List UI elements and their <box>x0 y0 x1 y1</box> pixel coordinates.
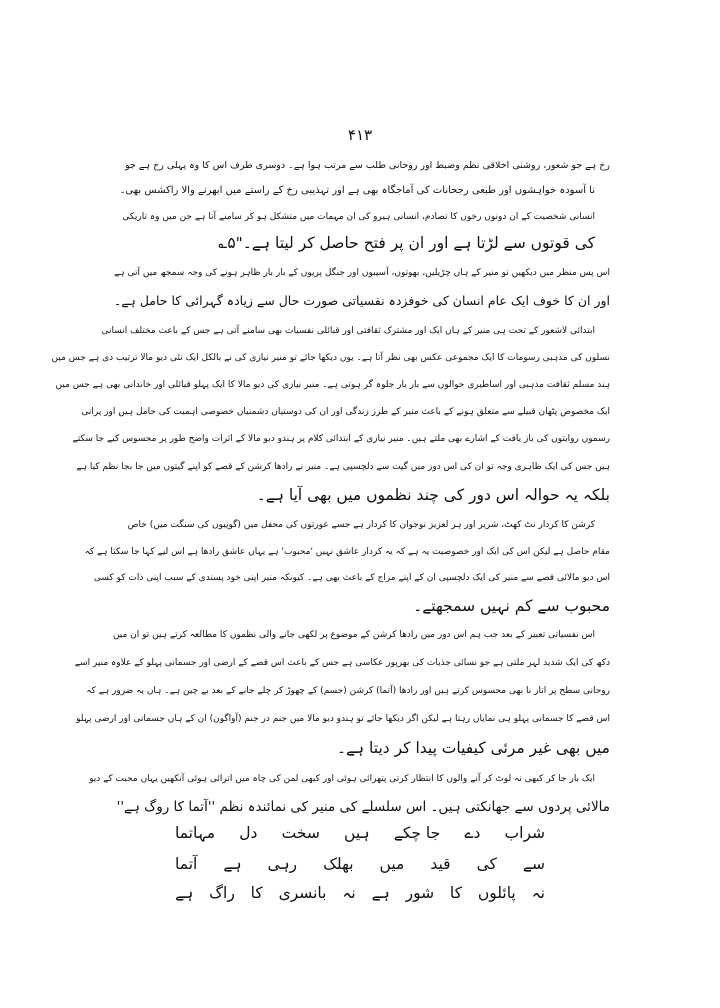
text-line: ایک مخصوص پٹھان قبیلے سے متعلق ہونے کے باعث منیر کے طرز زندگی اور ان کی دوستیاں دشمنیاں خصوصی اہمیت کی حامل ہیں اور پرانی <box>81 407 610 417</box>
text-line: اس پس منظر میں دیکھیں تو منیر کے ہاں چڑیلیں، بھوتوں، آسیبوں اور جنگل پریوں کے بار بار ظاہر ہونے کی وجہ سمجھ میں آتی ہے <box>114 268 610 278</box>
text-line: دکھ کی ایک شدید لہر ملتی ہے جو نسائی جذبات کی بھرپور عکاسی ہے جس کے باعث اس قصے کے ارضی اور جسمانی پہلو کے علاوہ منیر اسے <box>74 658 610 668</box>
text-line: رخ ہے جو شعور، روشنی اخلاقی نظم وضبط اور روحانی طلب سے مرتب ہوا ہے۔ دوسری طرف اس کا وہ پہلی رخ ہے جو <box>125 160 610 171</box>
text-line: کی قوتوں سے لڑتا ہے اور ان پر فتح حاصل کر لیتا ہے۔"۵؎ <box>218 234 595 252</box>
verse-word: میں <box>379 855 405 873</box>
text-line: مالائی پردوں سے جھانکتی ہیں۔ اس سلسلے کی منیر کی نمائندہ نظم ''آتما کا روگ ہے'' <box>116 799 610 815</box>
text-line: مقام حاصل ہے لیکن اس کی ایک اور خصوصیت یہ ہے کہ یہ کردار عاشق نہیں 'محبوب' ہے یہاں عاشق رادھا ہے اس لیے کہا جا سکتا ہے کہ <box>84 547 610 557</box>
verse-word: جا چکے <box>393 824 441 842</box>
verse-word: شراب <box>504 824 545 842</box>
text-line: نا آسودہ خواہشوں اور طبعی رجحانات کی آماجگاہ بھی ہے اور تہذیبی رخ کے راستے میں ابھرنے والا راکشس بھی۔ <box>119 185 595 196</box>
verse-word: بانسری <box>278 884 327 902</box>
poem-verse <box>175 882 545 904</box>
text-line: اس نفسیاتی تعبیر کے بعد جب ہم اس دور میں رادھا کرشن کے موضوع پر لکھی جانے والی نظموں کا مطالعہ کرتے ہیں تو ان میں <box>112 630 595 640</box>
verse-word: سے <box>522 855 545 873</box>
text-line: ایک بار جا کر کبھی نہ لوٹ کر آنے والوں کا انتظار کرتی پتھرائی ہوئی اور کبھی لمن کی چاہ میں اترائی ہوئی آنکھیں یہاں محبت کے دیو <box>89 774 595 784</box>
verse-word: رہی <box>267 855 298 873</box>
text-line: ابتدائی لاشعور کے تحت ہی منیر کے ہاں ایک اور مشترک ثقافتی اور قبائلی نفسیات بھی سامنے آتی ہے جس کے باعث مختلف انسانی <box>101 326 595 336</box>
text-line: ہیں جس کی ایک ظاہری وجہ تو ان کی اس دور میں گیت سے دلچسپی ہے۔ منیر نے رادھا کرشن کے قصے کو اپنے گیتوں میں جا بجا نظم کیا ہے <box>76 462 610 472</box>
poem-verse <box>175 822 545 844</box>
text-line: اس دیو مالائی قصے سے منیر کی ایک دلچسپی ان کے اپنے مزاج کے باعث بھی ہے۔ کیونکہ منیر اپنی خود پسندی کے سبب اپنی ذات کو کسی <box>93 573 610 583</box>
text-line: اس قصے کا جسمانی پہلو ہی نمایاں رہتا ہے لیکن اگر دیکھا جائے تو ہندو دیو مالا میں جنم در جنم (آواگون) ان کے ہاں جسمانی اور ارضی پہلو <box>76 714 610 724</box>
text-line: ہند مسلم ثقافت مذہبی اور اساطیری حوالوں سے بار بار جلوہ گر ہوتی ہے۔ منیر نیازی کی دیو مالا کا ایک پہلو قبائلی اور خاندانی بھی ہے جس میں <box>55 380 610 390</box>
verse-word: کا <box>449 884 463 902</box>
verse-word: سخت <box>281 824 320 842</box>
verse-word: دے <box>464 824 481 842</box>
verse-word: ہے <box>175 884 194 902</box>
text-line: اور ان کا خوف ایک عام انسان کی خوفزدہ نفسیاتی صورت حال سے زیادہ گہرائی کا حامل ہے۔ <box>113 293 610 308</box>
verse-word: نہ <box>531 884 545 902</box>
verse-word: ہے <box>371 884 390 902</box>
verse-word: پائلوں <box>477 884 516 902</box>
text-line: محبوب سے کم نہیں سمجھتے۔ <box>413 597 610 615</box>
verse-word: قید <box>430 855 451 873</box>
text-line: نسلوں کی مذہبی رسومات کا ایک مجموعی عکس بھی نظر آتا ہے۔ یوں دیکھا جائے تو منیر نیازی کی نے بالکل ایک نئی دیو مالا ترتیب دی ہے جس میں <box>51 353 610 363</box>
text-line: بلکہ یہ حوالہ اس دور کی چند نظموں میں بھی آیا ہے۔ <box>256 486 610 504</box>
verse-word: راگ <box>209 884 235 902</box>
text-line: میں بھی غیر مرئی کیفیات پیدا کر دیتا ہے۔ <box>336 739 610 757</box>
page-number: ۴۱۳ <box>347 126 373 144</box>
verse-word: نہ <box>342 884 356 902</box>
verse-word: دل <box>239 824 258 842</box>
text-line: انسانی شخصیت کے ان دونوں رخوں کا تصادم، انسانی ہیرو کی ان مہمات میں متشکل ہو کر سامنے آتا ہے جن میں وہ تاریکی <box>122 212 595 222</box>
verse-word: ہیں <box>344 824 370 842</box>
text-line: روحانی سطح پر اتار نا بھی محسوس کرتے ہیں اور رادھا (آتما) کرشن (جسم) کے چھوڑ کر چلے جانے کے بعد بے چین ہے۔ ہاں یہ ضرور ہے کہ <box>86 686 610 696</box>
verse-word: کی <box>476 855 497 873</box>
verse-word: آتما <box>175 855 198 873</box>
verse-word: کا <box>250 884 263 902</box>
verse-word: بھلک <box>323 855 354 873</box>
text-line: رسموں روایتوں کی باز یافت کے اشارے بھی ملتے ہیں۔ منیر نیازی کے ابتدائی کلام پر ہندو دیو مالا کے اثرات واضح طور پر محسوس کیے جا سکتے <box>72 434 610 444</box>
verse-word: مہاتما <box>175 824 216 842</box>
poem-verse <box>175 853 545 875</box>
verse-word: ہے <box>223 855 242 873</box>
verse-word: شور <box>405 884 435 902</box>
text-line: کرشن کا کردار نٹ کھٹ، شریر اور ہر لعزیز نوجوان کا کردار ہے جسے عورتوں کی محفل میں (گوپیوں کی سنگت میں) خاص <box>127 520 595 530</box>
